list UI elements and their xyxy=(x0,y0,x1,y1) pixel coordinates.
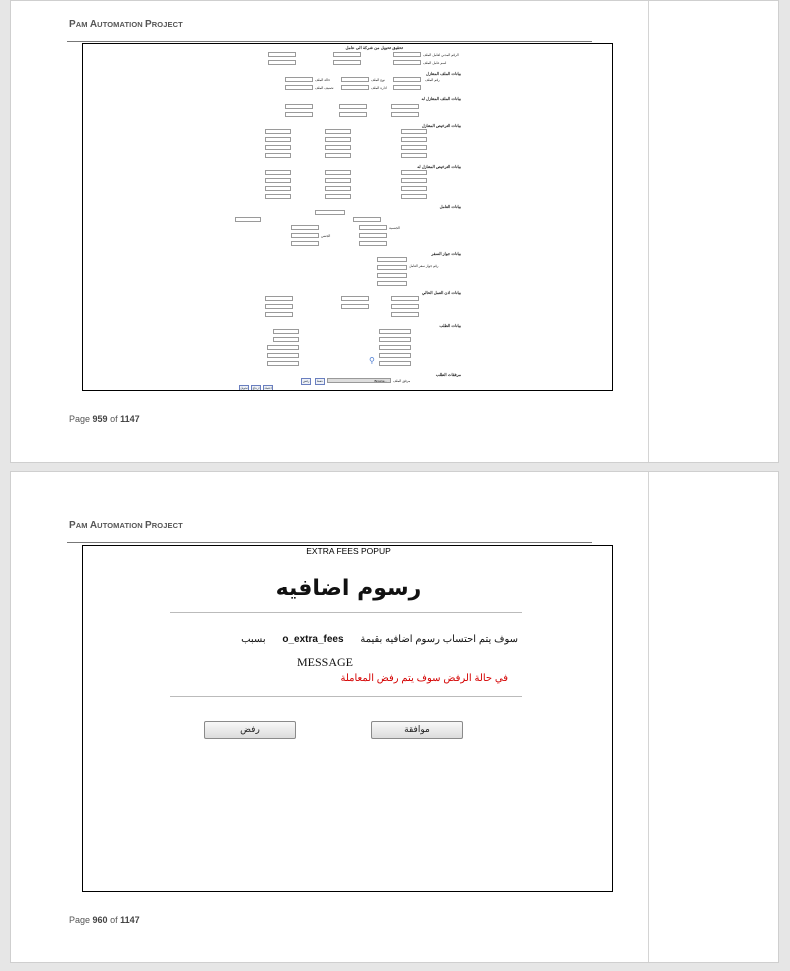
header-divider xyxy=(67,542,592,543)
form-field[interactable] xyxy=(285,85,313,90)
form-field[interactable] xyxy=(265,186,291,191)
fees-prefix: سوف يتم احتساب رسوم اضافيه بقيمة xyxy=(360,634,518,645)
accept-button[interactable]: موافقة xyxy=(371,721,463,739)
form-label: رقم الملف xyxy=(425,78,440,82)
page-footer: Page 960 of 1147 xyxy=(69,915,140,925)
popup-frame xyxy=(82,545,613,892)
form-field[interactable] xyxy=(377,281,407,286)
form-field[interactable] xyxy=(267,353,299,358)
form-field[interactable] xyxy=(393,52,421,57)
form-field[interactable] xyxy=(265,296,293,301)
form-field[interactable] xyxy=(401,153,427,158)
form-field[interactable] xyxy=(265,170,291,175)
section-title: مرفقات الطلب xyxy=(435,372,461,377)
section-title: بيانات الترخيص المتنازل xyxy=(421,123,461,128)
popup-heading: رسوم اضافيه xyxy=(275,576,422,601)
form-field[interactable] xyxy=(393,60,421,65)
form-field[interactable] xyxy=(379,353,411,358)
document-page-960 xyxy=(10,471,779,963)
page-side-panel xyxy=(648,472,778,962)
form-field[interactable] xyxy=(353,217,381,222)
form-field[interactable] xyxy=(379,337,411,342)
form-field[interactable] xyxy=(325,129,351,134)
extra-fees-message xyxy=(241,634,518,645)
form-field[interactable] xyxy=(285,77,313,82)
form-field[interactable] xyxy=(268,52,296,57)
rejection-warning: في حالة الرفض سوف يتم رفض المعاملة xyxy=(340,673,508,684)
save-button[interactable]: حفظ xyxy=(316,379,324,383)
form-field[interactable] xyxy=(315,210,345,215)
form-field[interactable] xyxy=(391,296,419,301)
form-label: اسم عامل الملف xyxy=(423,61,447,65)
form-field[interactable] xyxy=(391,312,419,317)
form-field[interactable] xyxy=(265,145,291,150)
form-field[interactable] xyxy=(379,361,411,366)
form-field[interactable] xyxy=(401,137,427,142)
page-footer: Page 959 of 1147 xyxy=(69,414,140,424)
form-field[interactable] xyxy=(325,194,351,199)
fees-value: o_extra_fees xyxy=(282,634,344,645)
form-label: الرقم المدني لعامل الملف xyxy=(423,53,459,57)
form-field[interactable] xyxy=(325,153,351,158)
form-field[interactable] xyxy=(359,241,387,246)
form-field[interactable] xyxy=(401,194,427,199)
screenshot-frame xyxy=(82,43,613,391)
form-field[interactable] xyxy=(393,85,421,90)
form-field[interactable] xyxy=(341,296,369,301)
form-main-title: تحقيق تحويل من شركة الى عامل xyxy=(345,45,403,50)
project-header-title: PAM AUTOMATION PROJECT xyxy=(69,520,183,531)
form-field[interactable] xyxy=(333,60,361,65)
form-field[interactable] xyxy=(391,112,419,117)
form-label: الجنسية xyxy=(389,226,400,230)
reject-button[interactable]: رفض xyxy=(302,379,310,383)
form-field[interactable] xyxy=(325,178,351,183)
form-field[interactable] xyxy=(377,273,407,278)
form-field[interactable] xyxy=(265,194,291,199)
search-icon[interactable]: ⚲ xyxy=(369,356,375,365)
form-field[interactable] xyxy=(273,337,299,342)
browse-button[interactable]: Browse... xyxy=(327,378,391,383)
form-field[interactable] xyxy=(265,178,291,183)
form-field[interactable] xyxy=(339,104,367,109)
form-field[interactable] xyxy=(285,112,313,117)
form-field[interactable] xyxy=(401,170,427,175)
popup-caption: EXTRA FEES POPUP xyxy=(306,546,391,556)
project-header-title: PAM AUTOMATION PROJECT xyxy=(69,19,183,30)
form-label: رقم جواز سفر العامل xyxy=(409,264,439,268)
fees-suffix: بسبب xyxy=(241,634,266,645)
page-side-panel xyxy=(648,1,778,462)
form-field[interactable] xyxy=(267,361,299,366)
form-field[interactable] xyxy=(391,104,419,109)
form-label: ادارة الملف xyxy=(371,86,387,90)
return-button[interactable]: ارجاع xyxy=(252,386,260,390)
form-field[interactable] xyxy=(393,77,421,82)
form-field[interactable] xyxy=(359,233,387,238)
form-label: الجنس xyxy=(321,234,331,238)
section-title: بيانات الملف المتنازل xyxy=(425,71,461,76)
form-label: مرفق الملف xyxy=(393,379,411,383)
form-field[interactable] xyxy=(235,217,261,222)
form-field[interactable] xyxy=(325,186,351,191)
form-field[interactable] xyxy=(341,85,369,90)
transfer-button[interactable]: تحويل xyxy=(240,386,248,390)
form-field[interactable] xyxy=(341,304,369,309)
form-field[interactable] xyxy=(265,304,293,309)
form-field[interactable] xyxy=(379,345,411,350)
form-field[interactable] xyxy=(291,233,319,238)
form-field[interactable] xyxy=(401,178,427,183)
form-field[interactable] xyxy=(265,137,291,142)
form-label: حالة الملف xyxy=(315,78,331,82)
approve-button[interactable]: اعتماد xyxy=(264,386,272,390)
form-field[interactable] xyxy=(268,60,296,65)
form-field[interactable] xyxy=(265,129,291,134)
transfer-form xyxy=(233,44,463,391)
form-field[interactable] xyxy=(325,145,351,150)
form-field[interactable] xyxy=(377,265,407,270)
section-title: بيانات الملف المتنازل له xyxy=(421,96,461,101)
form-field[interactable] xyxy=(273,329,299,334)
form-field[interactable] xyxy=(391,304,419,309)
section-title: بيانات العامل xyxy=(439,204,461,209)
section-title: بيانات اذن العمل الحالي xyxy=(421,290,461,295)
form-field[interactable] xyxy=(265,153,291,158)
reject-button[interactable]: رفض xyxy=(204,721,296,739)
form-field[interactable] xyxy=(291,225,319,230)
form-field[interactable] xyxy=(291,241,319,246)
header-divider xyxy=(67,41,592,42)
form-field[interactable] xyxy=(401,129,427,134)
message-divider xyxy=(170,696,522,697)
form-field[interactable] xyxy=(325,170,351,175)
form-field[interactable] xyxy=(379,329,411,334)
form-field[interactable] xyxy=(285,104,313,109)
form-field[interactable] xyxy=(359,225,387,230)
form-label: تصنيف الملف xyxy=(315,86,334,90)
form-field[interactable] xyxy=(341,77,369,82)
form-field[interactable] xyxy=(401,186,427,191)
form-field[interactable] xyxy=(265,312,293,317)
section-title: بيانات الترخيص المتنازل له xyxy=(417,164,461,169)
form-field[interactable] xyxy=(377,257,407,262)
form-label: نوع الملف xyxy=(371,78,385,82)
message-value: MESSAGE xyxy=(297,655,354,669)
form-field[interactable] xyxy=(339,112,367,117)
section-title: بيانات جواز السفر xyxy=(431,251,461,256)
form-field[interactable] xyxy=(267,345,299,350)
section-title: بيانات الطلب xyxy=(439,323,461,328)
document-page-959 xyxy=(10,0,779,463)
form-field[interactable] xyxy=(401,145,427,150)
form-field[interactable] xyxy=(333,52,361,57)
form-field[interactable] xyxy=(325,137,351,142)
heading-divider xyxy=(170,612,522,613)
